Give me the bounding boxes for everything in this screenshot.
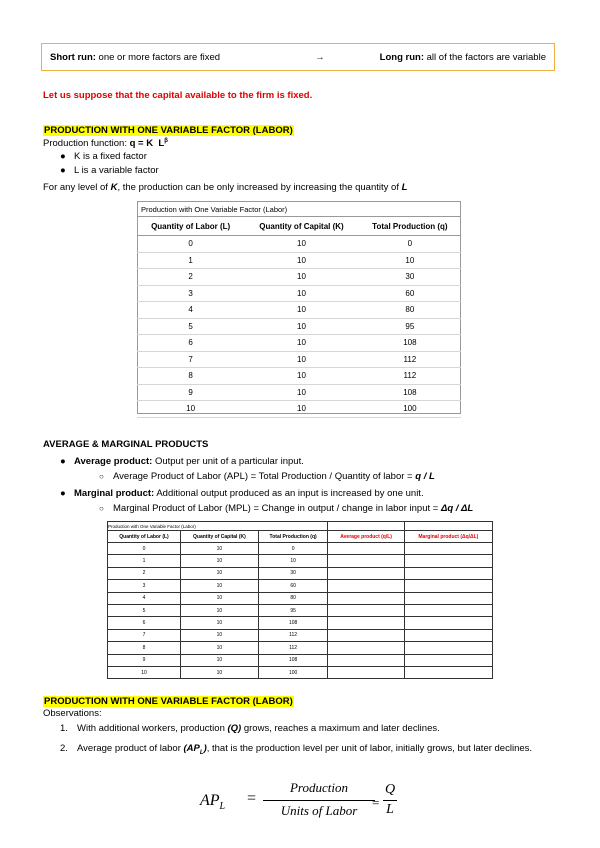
table-cell: [404, 617, 492, 629]
table-cell: 108: [359, 384, 461, 401]
table-cell: 4: [137, 302, 244, 319]
list-item: 2. Average product of labor $(AP_L)$, that is the production level per unit of labor, initially grows, but later declines.: [60, 743, 533, 756]
table-cell: [328, 592, 404, 604]
column-header: Quantity of Labor (L): [108, 531, 181, 543]
long-run-definition: Long run: all of the factors are variable: [379, 51, 546, 63]
table-cell: 10: [244, 401, 359, 418]
table-row: [108, 666, 493, 678]
table-cell: 10: [258, 555, 328, 567]
table-cell: 10: [180, 654, 258, 666]
table-cell: 108: [359, 335, 461, 352]
table-cell: 10: [180, 580, 258, 592]
list-item: ● Average product: Output per unit of a particular input.: [60, 456, 304, 467]
table-cell: [404, 642, 492, 654]
table-cell: 108: [258, 654, 328, 666]
table-cell: [404, 592, 492, 604]
table-cell: 10: [180, 555, 258, 567]
list-item: ● Marginal product: Additional output produced as an input is increased by one unit.: [60, 488, 424, 499]
formula-l: L: [386, 802, 394, 817]
table-cell: 10: [244, 236, 359, 253]
formula-q: Q: [384, 782, 396, 797]
table-cell: [404, 543, 492, 555]
table-cell: 9: [108, 654, 181, 666]
table-row: [108, 654, 493, 666]
table-row: [137, 401, 461, 418]
table-cell: 10: [244, 318, 359, 335]
table-cell: 60: [258, 580, 328, 592]
table-cell: 6: [137, 335, 244, 352]
table-cell: 7: [137, 351, 244, 368]
table-cell: 3: [137, 285, 244, 302]
run-comparison-box: [41, 43, 555, 71]
table-row: [108, 604, 493, 616]
table-cell: [404, 629, 492, 641]
column-header: Quantity of Capital (K): [180, 531, 258, 543]
table-cell: 95: [359, 318, 461, 335]
table-cell: 100: [258, 666, 328, 678]
table-cell: 3: [108, 580, 181, 592]
column-header: Quantity of Capital (K): [244, 217, 359, 236]
table-cell: 1: [108, 555, 181, 567]
production-table: [137, 202, 461, 418]
table-cell: 30: [359, 269, 461, 286]
table-caption: Production with One Variable Factor (Labor): [137, 202, 461, 217]
column-header: Total Production (q): [359, 217, 461, 236]
table-cell: 60: [359, 285, 461, 302]
table-cell: 0: [108, 543, 181, 555]
table-cell: 10: [244, 269, 359, 286]
table-cell: 10: [180, 604, 258, 616]
table-cell: 10: [244, 302, 359, 319]
apl-formula: [200, 780, 420, 830]
table-cell: 112: [258, 629, 328, 641]
table-cell: 2: [108, 567, 181, 579]
list-item: 1. With additional workers, production (Q) grows, reaches a maximum and later declines.: [60, 723, 440, 734]
table-cell: [404, 580, 492, 592]
table-cell: 30: [258, 567, 328, 579]
table-cell: 1: [137, 252, 244, 269]
fraction-bar: [263, 800, 375, 801]
table-row: [137, 285, 461, 302]
assumption-text: Let us suppose that the capital available to the firm is fixed.: [43, 90, 313, 101]
list-item: ● L is a variable factor: [60, 165, 159, 176]
short-run-definition: Short run: one or more factors are fixed: [50, 51, 221, 63]
table-row: [108, 592, 493, 604]
table-cell: [328, 567, 404, 579]
table-cell: [328, 642, 404, 654]
table-cell: 0: [359, 236, 461, 253]
column-header: Average product (q/L): [328, 531, 404, 543]
formula-denominator: Units of Labor: [280, 803, 358, 818]
table-cell: 80: [359, 302, 461, 319]
observations-label: Observations:: [43, 708, 102, 719]
table-caption: Production with One Variable Factor (Labor): [108, 522, 328, 531]
section2-heading: AVERAGE & MARGINAL PRODUCTS: [43, 439, 209, 450]
table-cell: 6: [108, 617, 181, 629]
table-row: [137, 269, 461, 286]
table-cell: [404, 555, 492, 567]
table-cell: [328, 617, 404, 629]
list-item: ○ Marginal Product of Labor (MPL) = Change in output / change in labor input = Δq / ΔL: [99, 503, 474, 514]
table-cell: 10: [244, 252, 359, 269]
table-cell: 9: [137, 384, 244, 401]
table-row: [108, 543, 493, 555]
product-worksheet-table: [107, 521, 493, 679]
table-cell: 10: [244, 335, 359, 352]
table-cell: 112: [258, 642, 328, 654]
table-cell: 8: [108, 642, 181, 654]
formula-numerator: Production: [289, 780, 348, 795]
table-row: [137, 368, 461, 385]
column-header: Marginal product (Δq/ΔL): [404, 531, 492, 543]
table-row: [108, 555, 493, 567]
table-cell: [404, 654, 492, 666]
table-cell: 112: [359, 351, 461, 368]
fraction-bar: [383, 800, 397, 801]
table-row: [137, 252, 461, 269]
table-row: [137, 236, 461, 253]
table-row: [108, 617, 493, 629]
table-cell: 100: [359, 401, 461, 418]
table-cell: 0: [137, 236, 244, 253]
table-row: [137, 351, 461, 368]
table-cell: 10: [180, 642, 258, 654]
formula-lhs: $AP_L$: [200, 792, 226, 813]
list-item: ● K is a fixed factor: [60, 151, 147, 162]
table-row: [108, 567, 493, 579]
section1-heading: PRODUCTION WITH ONE VARIABLE FACTOR (LABOR): [44, 125, 293, 136]
table-cell: 7: [108, 629, 181, 641]
table-cell: 10: [180, 543, 258, 555]
table-cell: 10: [180, 592, 258, 604]
column-header: Total Production (q): [258, 531, 328, 543]
table-cell: 10: [180, 666, 258, 678]
table-cell: 10: [244, 368, 359, 385]
table-cell: 10: [244, 384, 359, 401]
table-row: [137, 335, 461, 352]
table-cell: 10: [108, 666, 181, 678]
table-cell: [328, 604, 404, 616]
table-cell: 10: [137, 401, 244, 418]
table-cell: [404, 567, 492, 579]
table-cell: [328, 580, 404, 592]
table-cell: 95: [258, 604, 328, 616]
table-cell: 112: [359, 368, 461, 385]
table-cell: [328, 543, 404, 555]
section3-heading: PRODUCTION WITH ONE VARIABLE FACTOR (LABOR): [44, 696, 293, 707]
table-cell: 10: [180, 617, 258, 629]
table-cell: 10: [244, 351, 359, 368]
column-header: Quantity of Labor (L): [137, 217, 244, 236]
table-cell: 10: [244, 285, 359, 302]
table-cell: 10: [180, 567, 258, 579]
table-row: [108, 629, 493, 641]
formula-equals: =: [247, 790, 257, 807]
table-cell: 4: [108, 592, 181, 604]
table-cell: [404, 666, 492, 678]
table-cell: 5: [108, 604, 181, 616]
table-row: [137, 302, 461, 319]
table-row: [137, 318, 461, 335]
production-note: For any level of K, the production can be only increased by increasing the quantity of L: [43, 182, 408, 193]
table-cell: [328, 555, 404, 567]
table-cell: [328, 629, 404, 641]
table-cell: [328, 666, 404, 678]
production-function: Production function: q = K $L^\beta$: [43, 138, 168, 150]
table-cell: 108: [258, 617, 328, 629]
table-cell: [404, 604, 492, 616]
table-cell: [328, 654, 404, 666]
table-cell: 10: [359, 252, 461, 269]
table-row: [108, 580, 493, 592]
table-cell: 0: [258, 543, 328, 555]
list-item: ○ Average Product of Labor (APL) = Total Production / Quantity of labor = q / L: [99, 471, 435, 482]
table-cell: 10: [180, 629, 258, 641]
arrow-icon: →: [315, 51, 325, 63]
formula-equals: =: [372, 795, 380, 810]
table-cell: 80: [258, 592, 328, 604]
table-row: [137, 384, 461, 401]
table-cell: 5: [137, 318, 244, 335]
table-cell: 2: [137, 269, 244, 286]
table-cell: 8: [137, 368, 244, 385]
table-row: [108, 642, 493, 654]
